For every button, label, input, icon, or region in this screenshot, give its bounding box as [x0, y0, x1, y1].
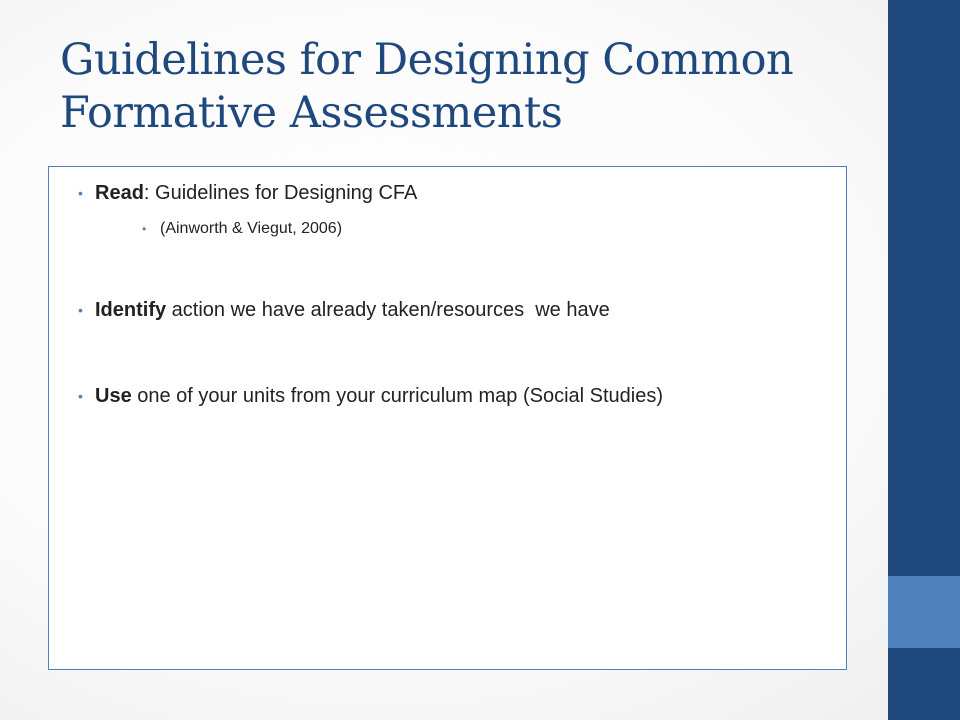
bullet-dot-icon: •	[142, 222, 147, 236]
bullet-body: action we have already taken/resources we have	[166, 299, 610, 321]
bullet-body: : Guidelines for Designing CFA	[143, 182, 418, 204]
bullet-dot-icon: •	[78, 302, 83, 318]
bullet-dot-icon: •	[78, 185, 83, 201]
bullet-keyword: Identify	[95, 299, 167, 321]
bullet-text	[95, 177, 795, 209]
slide-title: Guidelines for Designing Common Formative Assessments	[60, 35, 794, 138]
content-box	[48, 166, 847, 670]
bullet-keyword: Use	[95, 385, 132, 407]
bullet-keyword: Read	[95, 182, 144, 204]
bullet-dot-icon: •	[78, 388, 83, 404]
right-accent-block	[888, 576, 960, 648]
citation-text: (Ainworth & Viegut, 2006)	[160, 220, 343, 237]
bullet-text	[95, 380, 795, 412]
bullet-body: one of your units from your curriculum map (Social Studies)	[131, 385, 664, 407]
bullet-text	[95, 294, 795, 326]
